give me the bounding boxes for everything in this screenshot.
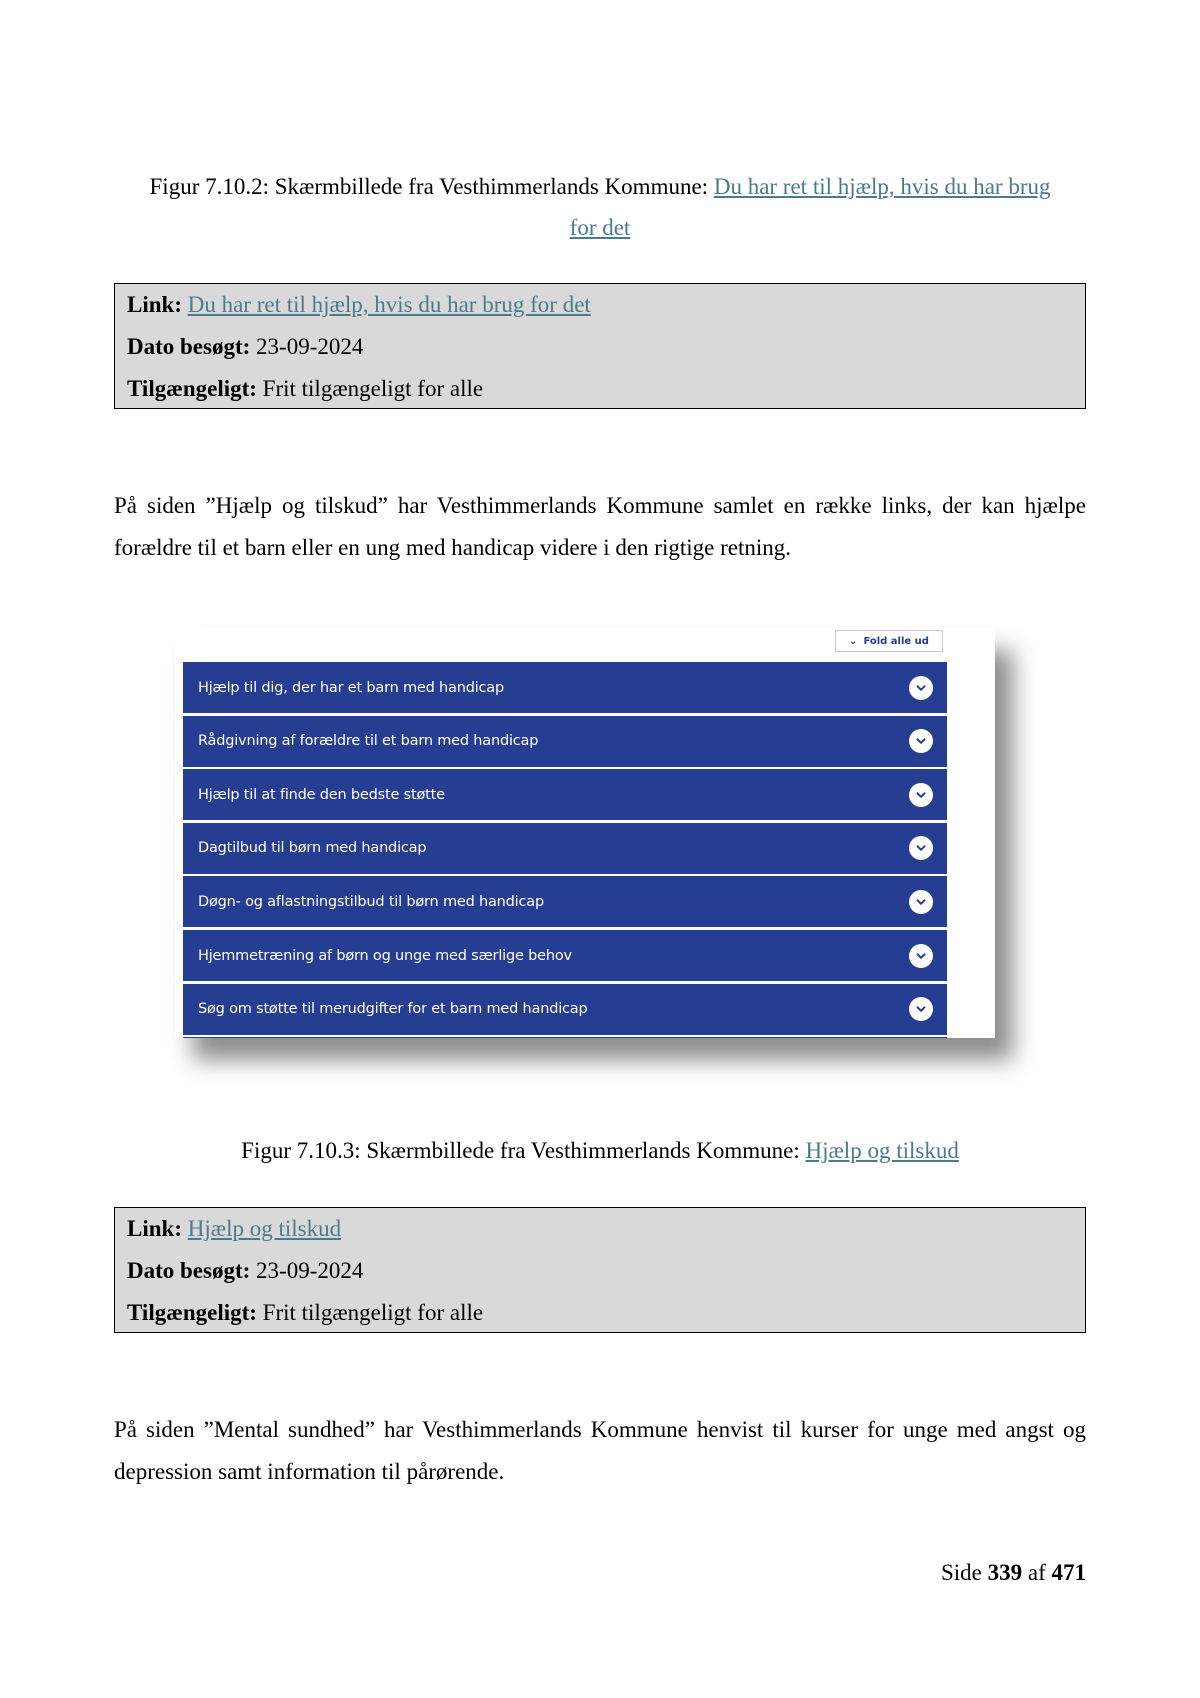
accordion-item[interactable] (183, 984, 947, 1035)
caption-text: Figur 7.10.3: Skærmbillede fra Vesthimmerlands Kommune: (241, 1138, 806, 1163)
fold-all-button[interactable] (835, 630, 943, 652)
total-pages: 471 (1051, 1560, 1086, 1585)
date-value: 23-09-2024 (256, 1258, 364, 1283)
accordion-item[interactable] (183, 876, 947, 927)
accordion-item-label: Hjemmetræning af børn og unge med særlige behov (198, 947, 572, 964)
page-number (941, 1553, 1086, 1593)
caption-link[interactable]: Hjælp og tilskud (805, 1138, 959, 1163)
accordion-item-label: Dagtilbud til børn med handicap (198, 840, 427, 857)
accordion-item-label: Søg om støtte til merudgifter for et barn med handicap (198, 1001, 588, 1018)
embedded-screenshot (175, 628, 995, 1038)
source-info-box (114, 1207, 1086, 1333)
accordion-item-label: Rådgivning af forældre til et barn med handicap (198, 733, 539, 750)
access-label: Tilgængeligt: (127, 376, 257, 401)
figure-caption-7-10-3 (114, 1130, 1086, 1171)
source-link[interactable]: Du har ret til hjælp, hvis du har brug for det (187, 292, 591, 317)
access-label: Tilgængeligt: (127, 1300, 257, 1325)
accordion-item-label: Hjælp til at finde den bedste støtte (198, 786, 445, 803)
date-label: Dato besøgt: (127, 334, 251, 359)
chevron-down-icon[interactable] (909, 997, 933, 1021)
caption-text: Figur 7.10.2: Skærmbillede fra Vesthimmerlands Kommune: (149, 174, 714, 199)
paragraph-line: depression samt information til pårørende. (114, 1459, 505, 1484)
source-link[interactable]: Hjælp og tilskud (187, 1216, 342, 1241)
chevron-down-icon[interactable] (909, 890, 933, 914)
current-page: 339 (987, 1560, 1023, 1585)
paragraph-line: forældre til et barn eller en ung med handicap videre i den rigtige retning. (114, 535, 791, 560)
paragraph-line: På siden ”Hjælp og tilskud” har Vesthimmerlands Kommune samlet en række links, der kan hjælpe (114, 493, 1086, 518)
date-label: Dato besøgt: (127, 1258, 251, 1283)
chevron-down-icon[interactable] (909, 783, 933, 807)
accordion-item[interactable] (183, 769, 947, 820)
chevron-down-icon[interactable] (909, 836, 933, 860)
accordion-item[interactable] (183, 823, 947, 874)
chevron-down-icon[interactable] (909, 729, 933, 753)
of-label: af (1027, 1560, 1046, 1585)
accordion-item[interactable] (183, 662, 947, 713)
source-info-box (114, 283, 1086, 409)
side-label: Side (940, 1560, 982, 1585)
figure-caption-7-10-2 (114, 166, 1086, 248)
chevron-down-icon[interactable] (909, 944, 933, 968)
accordion-item[interactable] (183, 930, 947, 981)
paragraph-line: På siden ”Mental sundhed” har Vesthimmerlands Kommune henvist til kurser for unge med angst og (114, 1417, 1086, 1442)
link-label: Link: (127, 292, 182, 317)
accordion-item-label: Døgn- og aflastningstilbud til børn med handicap (198, 893, 544, 910)
chevron-down-icon[interactable] (909, 676, 933, 700)
access-value: Frit tilgængeligt for alle (262, 1300, 484, 1325)
body-paragraph (114, 485, 1086, 569)
body-paragraph (114, 1409, 1086, 1493)
accordion-item[interactable] (183, 716, 947, 767)
caption-link-continued[interactable]: for det (569, 215, 631, 240)
accordion-item-label: Hjælp til dig, der har et barn med handicap (198, 679, 504, 696)
caption-link[interactable]: Du har ret til hjælp, hvis du har brug (713, 174, 1051, 199)
accordion-item-partial (183, 1037, 947, 1038)
access-value: Frit tilgængeligt for alle (262, 376, 484, 401)
date-value: 23-09-2024 (256, 334, 364, 359)
fold-all-label: Fold alle ud (863, 635, 929, 647)
link-label: Link: (127, 1216, 182, 1241)
chevron-down-icon: ⌄ (849, 635, 858, 647)
